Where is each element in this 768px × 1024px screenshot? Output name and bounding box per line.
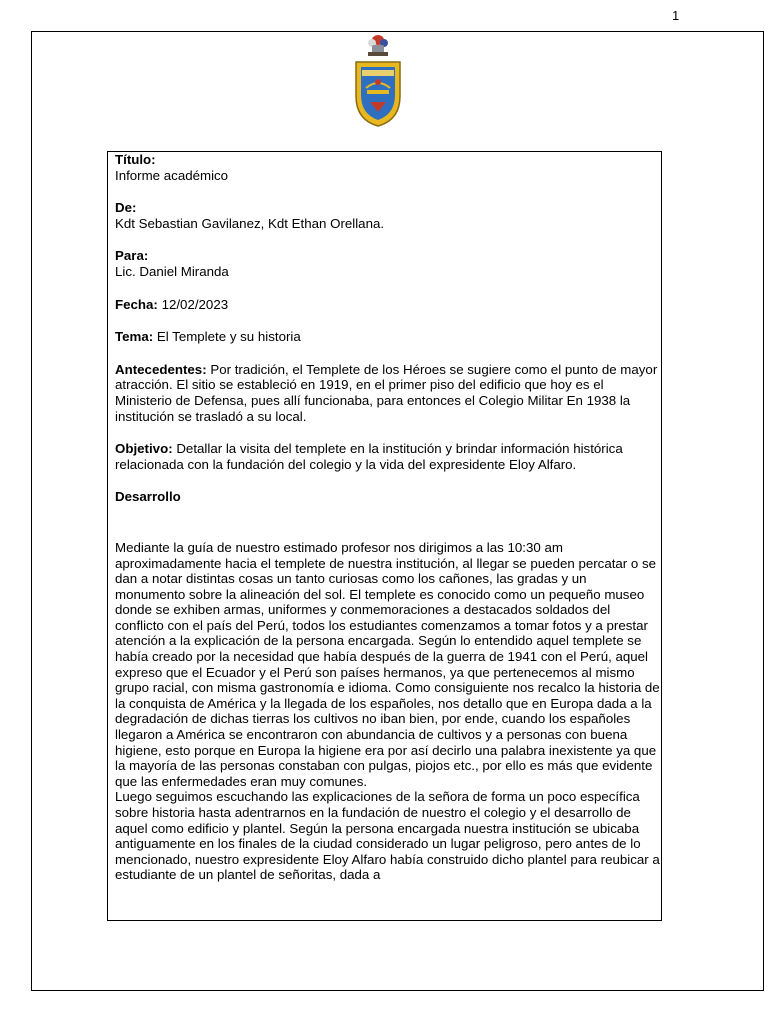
- report-content: [115, 152, 660, 883]
- fecha-label: Fecha:: [115, 296, 158, 312]
- school-crest-icon: [350, 32, 406, 128]
- report-box: [107, 151, 662, 921]
- objetivo-label: Objetivo:: [115, 441, 173, 457]
- tema-value: El Templete y su historia: [156, 329, 301, 345]
- fecha-value: 12/02/2023: [161, 296, 229, 312]
- para-label: Para:: [115, 248, 149, 264]
- titulo-label: Título:: [115, 152, 156, 167]
- de-value: Kdt Sebastian Gavilanez, Kdt Ethan Orellana.: [115, 215, 385, 231]
- titulo-value: Informe académico: [115, 167, 229, 183]
- desarrollo-paragraph-1: Mediante la guía de nuestro estimado profesor nos dirigimos a las 10:30 am aproximadamente hacia el templete de nuestra institución, al llegar se pueden percatar o se dan a notar distintas cosas un tanto curiosas como los cañones, las gradas y un monumento sobre la alineación del sol. El templete es conocido como un pequeño museo donde se exhiben armas, uniformes y conmemoraciones a destacados soldados del conflicto con el país del Perú, todos los estudiantes comenzamos a tomar fotos y a prestar atención a la explicación de la persona encargada. Según lo entendido aquel templete se había creado por la necesidad que había después de la guerra de 1941 con el Perú, aquel expreso que el Ecuador y el Perú son países hermanos, ya que pertenecemos al mismo grupo racial, con misma gastronomía e idioma. Como consiguiente nos recalco la historia de la conquista de América y la llegada de los españoles, nos detallo que en Europa dada a la degradación de dichas tierras los cultivos no iban bien, por ende, cuando los españoles llegaron a América se encontraron con abundancia de cultivos y a personas con buena higiene, esto porque en Europa la higiene era por así decirlo una palabra inexistente ya que la mayoría de las personas constaban con pulgas, piojos etc., por ello es más que evidente que las enfermedades eran muy comunes.: [115, 539, 660, 789]
- de-label: De:: [115, 200, 137, 216]
- objetivo-value: Detallar la visita del templete en la institución y brindar información histórica relacionada con la fundación del colegio y la vida del expresidente Eloy Alfaro.: [115, 441, 623, 472]
- para-value: Lic. Daniel Miranda: [115, 263, 229, 279]
- page-number: 1: [672, 8, 680, 23]
- antecedentes-label: Antecedentes:: [115, 361, 207, 377]
- desarrollo-heading: Desarrollo: [115, 489, 181, 505]
- desarrollo-paragraph-2: Luego seguimos escuchando las explicaciones de la señora de forma un poco específica sobre historia hasta adentrarnos en la fundación de nuestro el colegio y el desarrollo de aquel como edificio y plantel. Según la persona encargada nuestra institución se ubicaba antiguamente en los finales de la ciudad considerado un lugar peligroso, pero antes de lo mencionado, nuestro expresidente Eloy Alfaro había construido dicho plantel para reubicar a estudiante de un plantel de señoritas, dada a: [115, 789, 660, 883]
- antecedentes-value: Por tradición, el Templete de los Héroes se sugiere como el punto de mayor atracción. El sitio se estableció en 1919, en el primer piso del edificio que hoy es el Ministerio de Defensa, pues allí funcionaba, para entonces el Colegio Militar En 1938 la institución se trasladó a su local.: [115, 361, 658, 424]
- tema-label: Tema:: [115, 329, 154, 345]
